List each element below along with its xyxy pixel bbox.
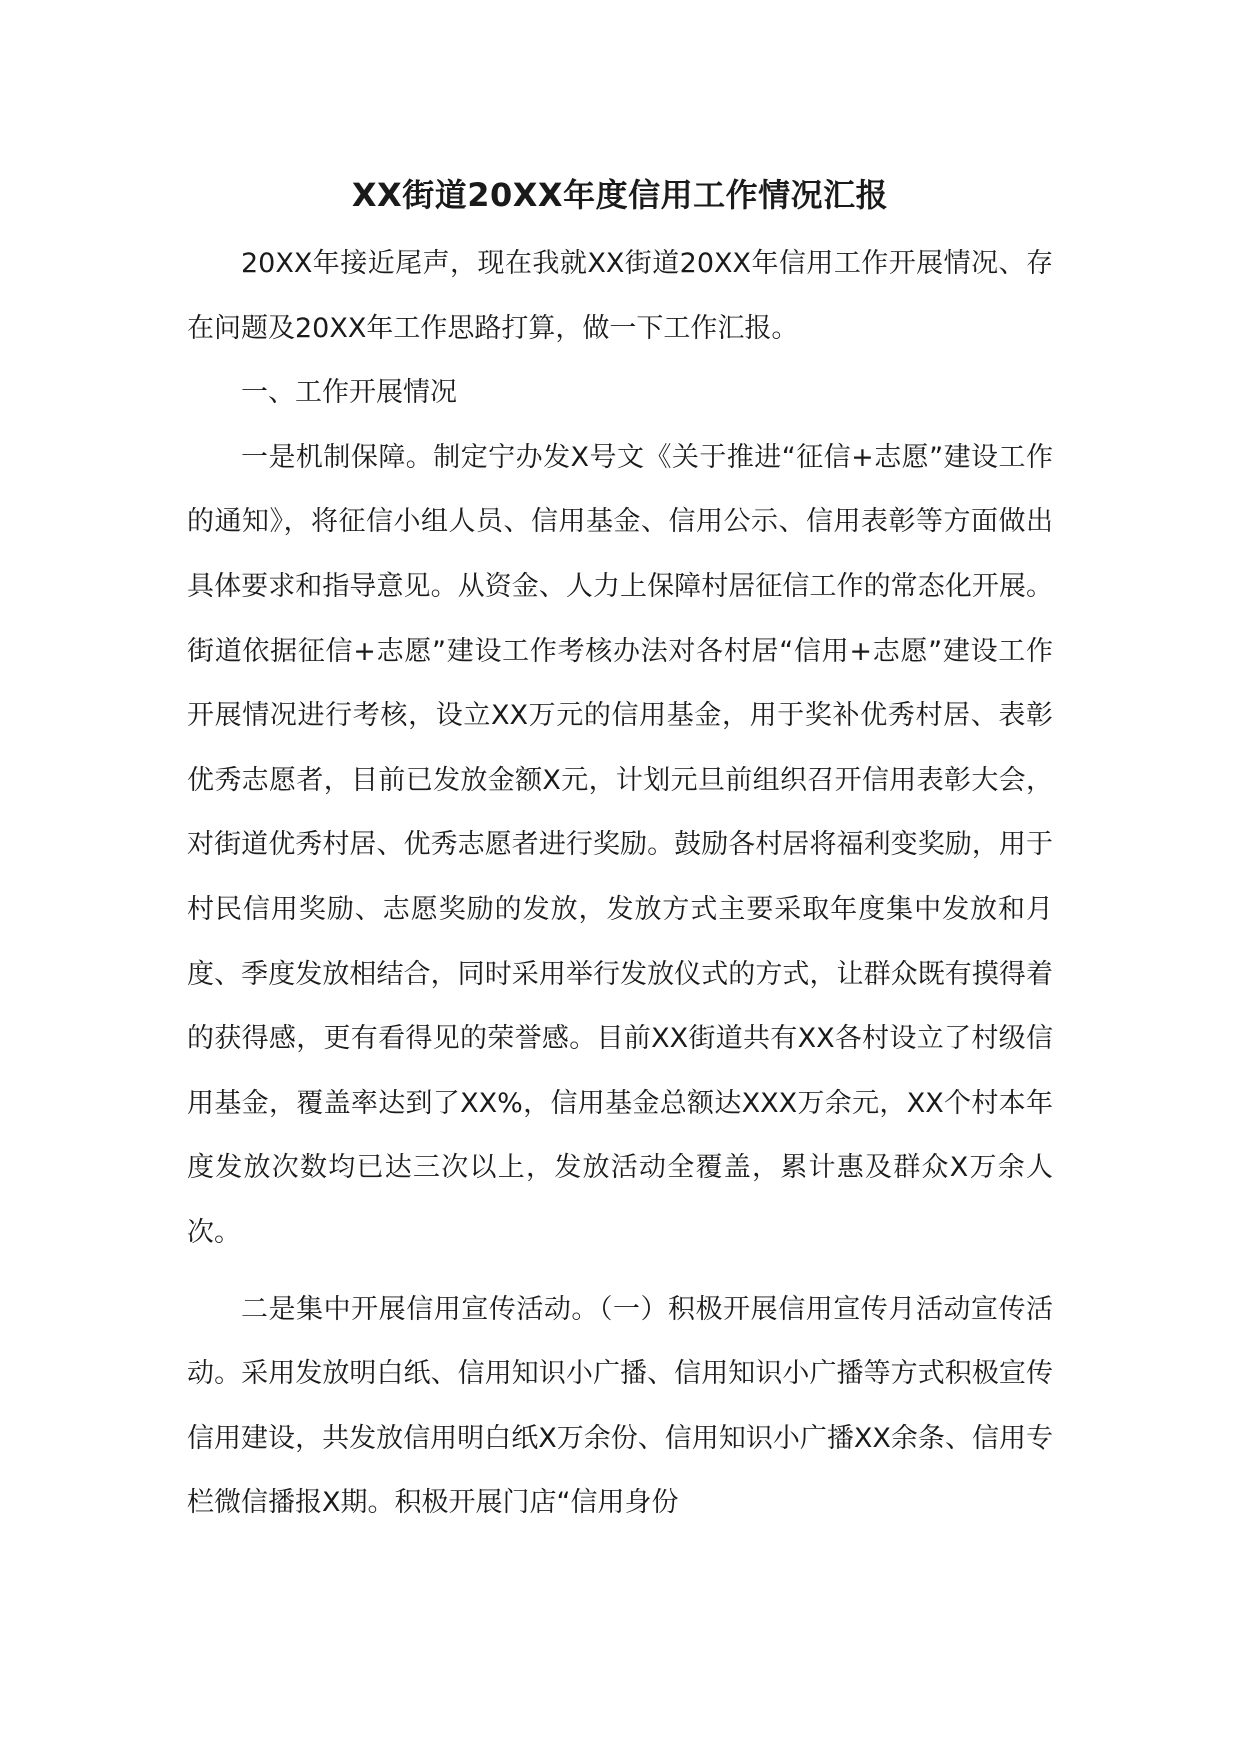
paragraph-mechanism-guarantee: 一是机制保障。制定宁办发X号文《关于推进“征信+志愿”建设工作的通知》，将征信小组人员、信用基金、信用公示、信用表彰等方面做出具体要求和指导意见。从资金、人力上保障村居征信工作的常态化开展。街道依据征信+志愿”建设工作考核办法对各村居“信用+志愿”建设工作开展情况进行考核，设立XX万元的信用基金，用于奖补优秀村居、表彰优秀志愿者，目前已发放金额X元，计划元旦前组织召开信用表彰大会，对街道优秀村居、优秀志愿者进行奖励。鼓励各村居将福利变奖励，用于村民信用奖励、志愿奖励的发放，发放方式主要采取年度集中发放和月度、季度发放相结合，同时采用举行发放仪式的方式，让群众既有摸得着的获得感，更有看得见的荣誉感。目前XX街道共有XX各村设立了村级信用基金，覆盖率达到了XX%，信用基金总额达XXX万余元，XX个村本年度发放次数均已达三次以上，发放活动全覆盖，累计惠及群众X万余人次。 — [187, 441, 1053, 1248]
section-heading-work-progress: 一、工作开展情况 — [241, 377, 457, 409]
paragraph-intro: 20XX年接近尾声，现在我就XX街道20XX年信用工作开展情况、存在问题及20XX年工作思路打算，做一下工作汇报。 — [187, 248, 1053, 344]
paragraph-credit-publicity: 二是集中开展信用宣传活动。（一）积极开展信用宣传月活动宣传活动。采用发放明白纸、信用知识小广播、信用知识小广播等方式积极宣传信用建设，共发放信用明白纸X万余份、信用知识小广播XX余条、信用专栏微信播报X期。积极开展门店“信用身份 — [187, 1293, 1053, 1519]
document-body — [187, 170, 1053, 1536]
document-title: XX街道20XX年度信用工作情况汇报 — [351, 176, 889, 214]
